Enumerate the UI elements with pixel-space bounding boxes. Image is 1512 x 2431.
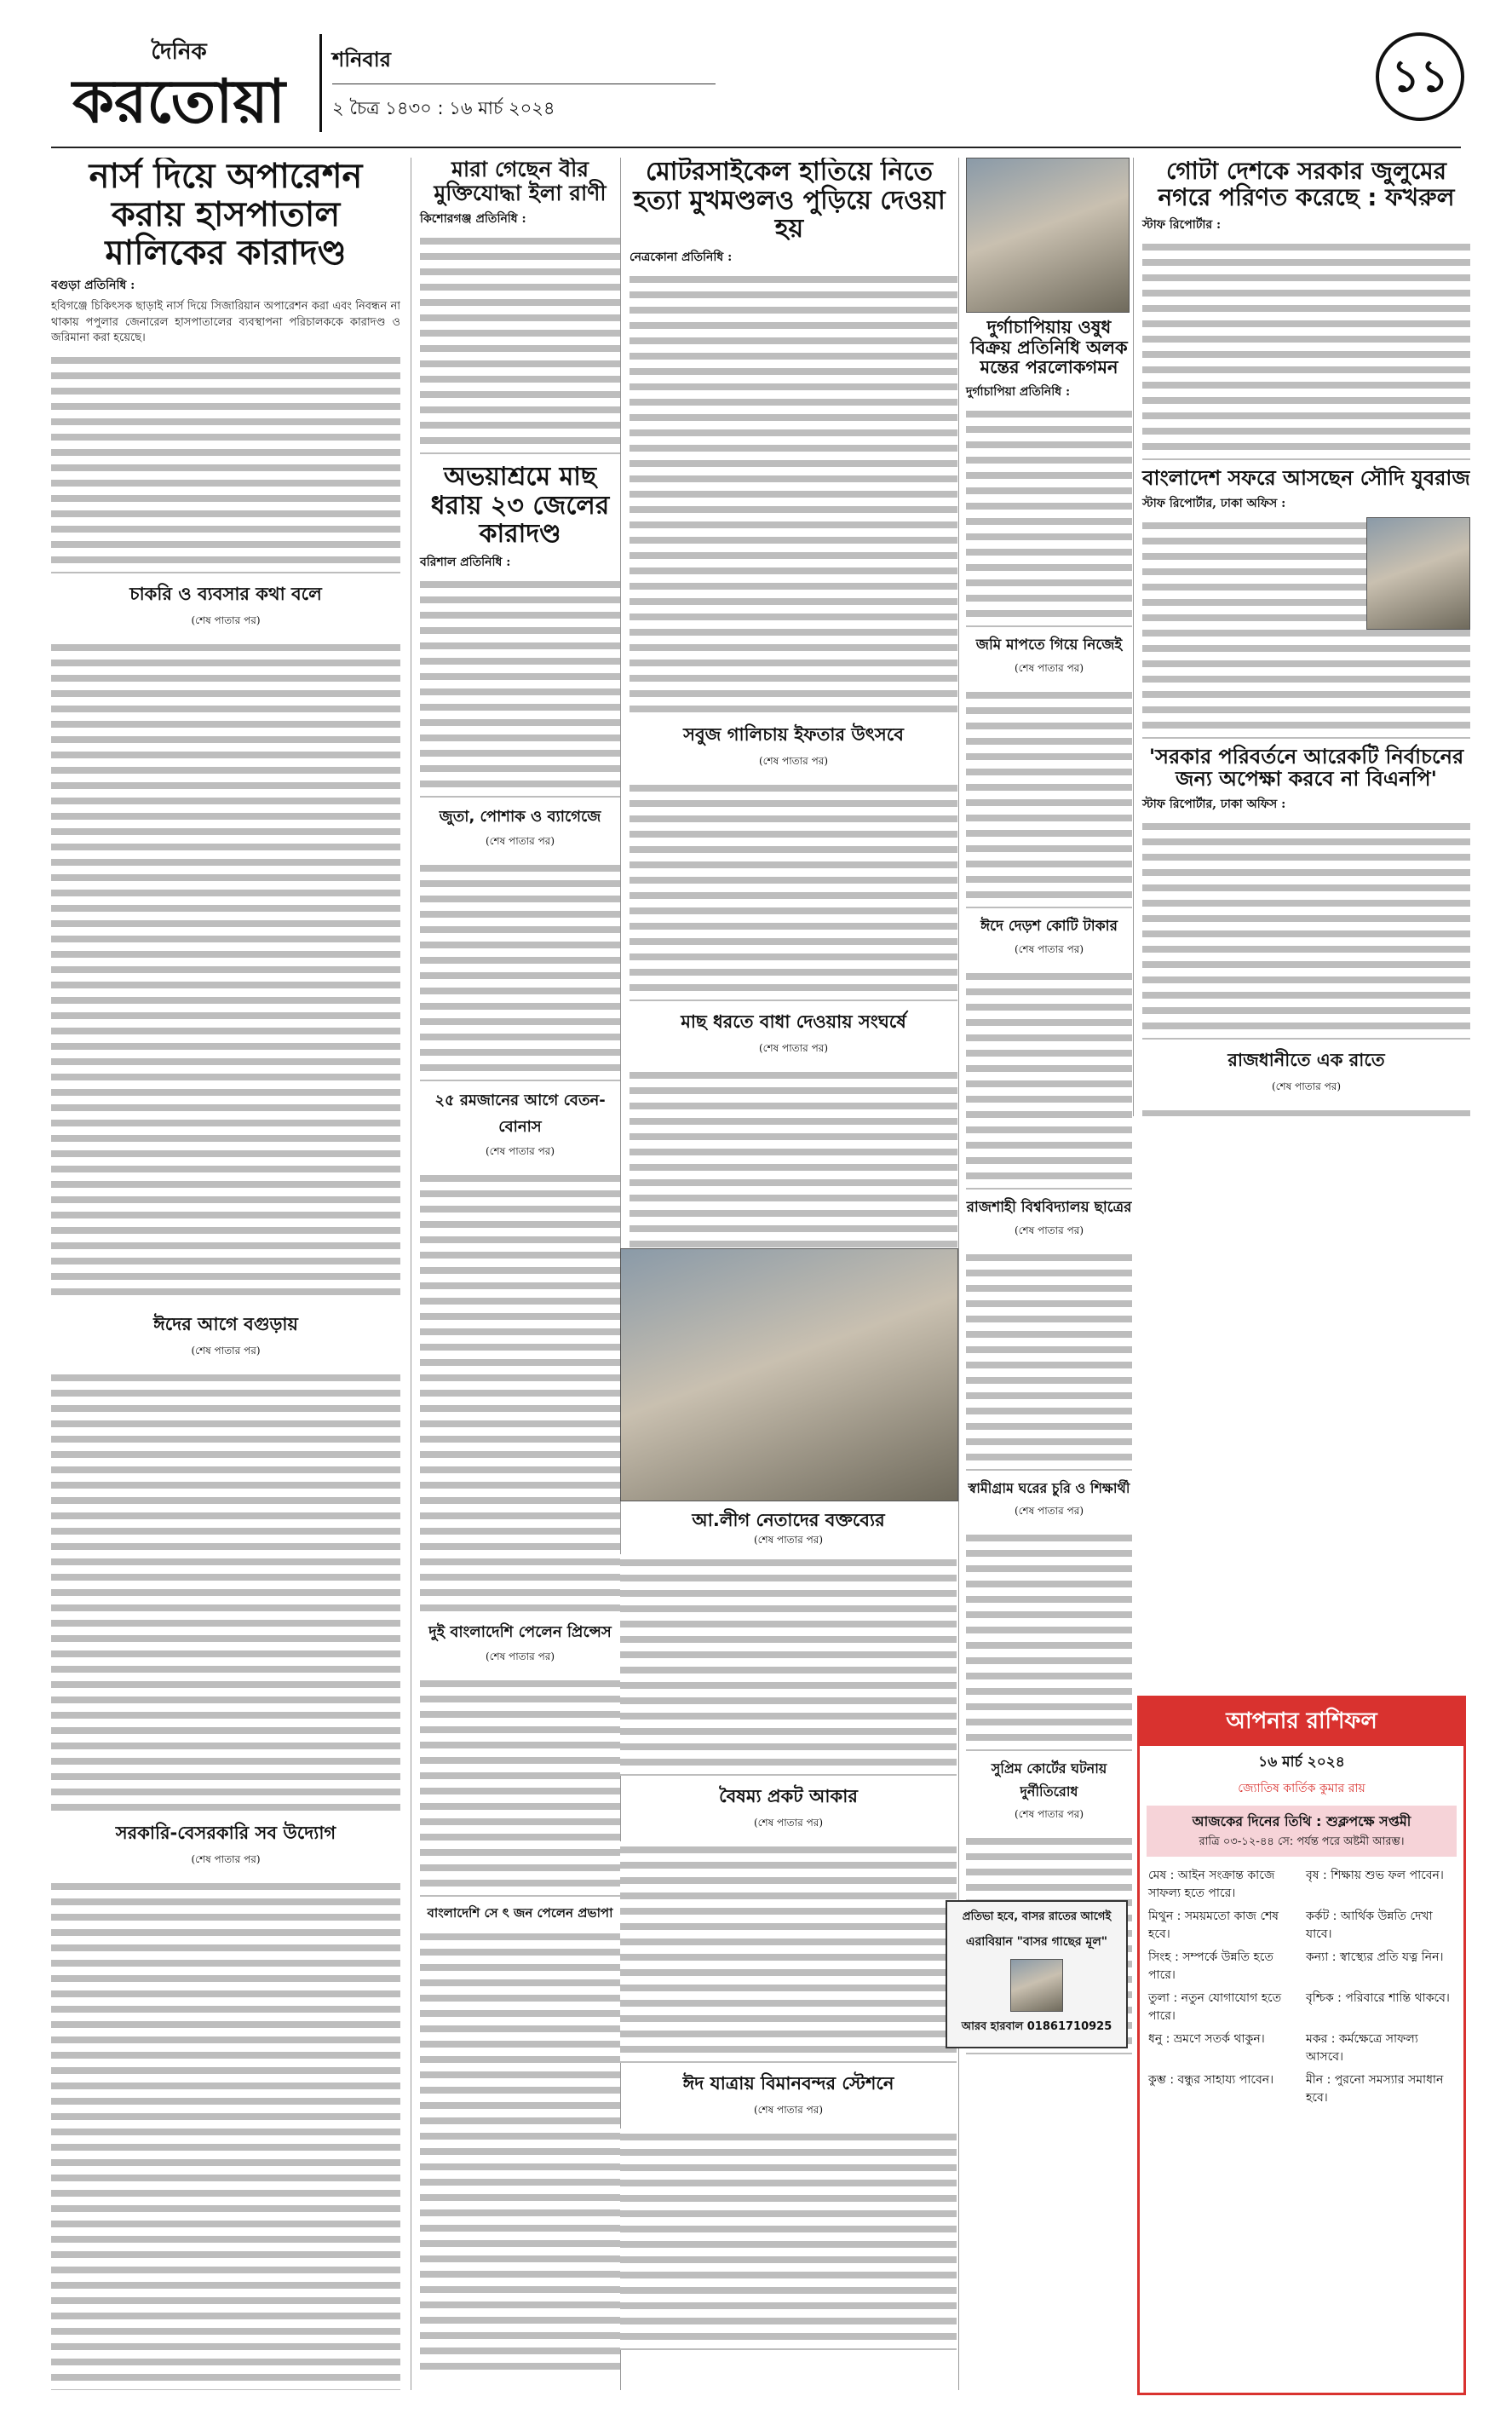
sign-pisces: মীন : পুরনো সমস্যার সমাধান হবে। xyxy=(1306,2073,1444,2105)
fish-block-cont: (শেষ পাতার পর) xyxy=(758,1041,829,1054)
tithi-banner xyxy=(1147,1806,1457,1857)
night-subhead: রাজধানীতে এক রাতে xyxy=(1227,1050,1385,1071)
drug-body xyxy=(966,406,1132,627)
sign-aries: মেষ : আইন সংক্রান্ত কাজে সাফল্য হতে পারে। xyxy=(1148,1869,1275,1900)
station-cont: (শেষ পাতার পর) xyxy=(753,2104,824,2116)
husband-body xyxy=(966,1529,1132,1751)
sign-cancer: কর্কট : আর্থিক উন্নতি দেখা যাবে। xyxy=(1306,1910,1433,1941)
crore-cont: (শেষ পাতার পর) xyxy=(1014,942,1084,955)
ad-line1: প্রতিভা হবে, বাসর রাতের আগেই xyxy=(962,1910,1112,1923)
column-right xyxy=(1133,158,1470,1116)
station-body xyxy=(620,2129,957,2350)
land-subhead: জমি মাপতে গিয়ে নিজেই xyxy=(975,636,1123,654)
eid-body xyxy=(51,1369,400,1812)
sign-sagittarius: ধনু : ভ্রমণে সতর্ক থাকুন। xyxy=(1148,2032,1265,2046)
crore-body xyxy=(966,968,1132,1190)
freedom-fighter-body xyxy=(420,233,620,454)
motorcycle-headline: মোটরসাইকেল হাতিয়ে নিতে হত্যা মুখমণ্ডলও পুড়িয়ে দেওয়া হয় xyxy=(633,158,946,245)
govt-subhead: সরকারি-বেসরকারি সব উদ্যোগ xyxy=(115,1822,336,1843)
university-subhead: রাজশাহী বিশ্ববিদ্যালয় ছাত্রের xyxy=(966,1198,1132,1216)
masthead xyxy=(51,26,1461,145)
land-body xyxy=(966,687,1132,908)
weekday: শনিবার xyxy=(332,48,391,72)
freedom-fighter-byline: কিশোরগঞ্জ প্রতিনিধি : xyxy=(420,212,526,226)
husband-subhead: স্বামীগ্রাম ঘরের চুরি ও শিক্ষার্থী xyxy=(968,1479,1130,1496)
supreme-subhead: সুপ্রিম কোর্টের ঘটনায় দুর্নীতিরোধ xyxy=(991,1760,1107,1800)
photo-caption: আ.লীগ নেতাদের বক্তব্যের xyxy=(692,1510,885,1530)
iftar-cont: (শেষ পাতার পর) xyxy=(758,754,829,767)
sign-virgo: কন্যা : স্বাস্থ্যের প্রতি যত্ন নিন। xyxy=(1306,1950,1444,1964)
jobs-subhead: চাকরি ও ব্যবসার কথা বলে xyxy=(129,583,322,604)
husband-cont: (শেষ পাতার পর) xyxy=(1014,1504,1084,1517)
salary-cont: (শেষ পাতার পর) xyxy=(485,1144,555,1157)
salary-body xyxy=(420,1170,620,1613)
inequality-body xyxy=(620,1841,957,2063)
freedom-fighter-headline: মারা গেছেন বীর মুক্তিযোদ্ধা ইলা রাণী xyxy=(434,158,607,205)
shoes-subhead: জুতা, পোশাক ও ব্যাগেজে xyxy=(439,807,601,826)
sign-leo: সিংহ : সম্পর্কে উন্নতি হতে পারে। xyxy=(1148,1950,1273,1982)
column-left xyxy=(51,158,400,2390)
fish-body xyxy=(420,576,620,798)
fish-headline: অভয়াশ্রমে মাছ ধরায় ২৩ জেলের কারাদণ্ড xyxy=(430,462,610,550)
govt-body xyxy=(51,1878,400,2390)
fakhrul-byline: স্টাফ রিপোর্টার : xyxy=(1142,217,1222,232)
paper-small-name: দৈনিক xyxy=(151,39,207,65)
bnp-byline: স্টাফ রিপোর্টার, ঢাকা অফিস : xyxy=(1142,798,1286,812)
princess-cont: (শেষ পাতার পর) xyxy=(485,1650,555,1662)
sign-capricorn: মকর : কর্মক্ষেত্রে সাফল্য আসবে। xyxy=(1306,2032,1418,2064)
nurse-lead: হবিগঞ্জে চিকিৎসক ছাড়াই নার্স দিয়ে সিজারিয়ান অপারেশন করা এবং নিবন্ধন না থাকায় পপুলার জেনারেল হাসপাতালের ব্যবস্থাপনা পরিচালককে কারাদণ্ড ও জরিমানা করা হয়েছে। xyxy=(51,300,400,345)
eid-cont: (শেষ পাতার পর) xyxy=(191,1344,261,1357)
supreme-cont: (শেষ পাতার পর) xyxy=(1014,1807,1084,1820)
fakhrul-headline: গোটা দেশকে সরকার জুলুমের নগরে পরিণত করেছে : ফখরুল xyxy=(1158,158,1455,212)
iftar-body xyxy=(630,780,957,1001)
crore-subhead: ঈদে দেড়শ কোটি টাকার xyxy=(980,917,1118,935)
page-number: ১১ xyxy=(1376,32,1464,121)
nurse-byline: বগুড়া প্রতিনিধি : xyxy=(51,279,135,293)
fish-byline: বরিশাল প্রতিনিধি : xyxy=(420,555,511,569)
eid-subhead: ঈদের আগে বগুড়ায় xyxy=(153,1313,298,1334)
photo-cont: (শেষ পাতার পর) xyxy=(753,1534,824,1546)
horoscope-signs xyxy=(1140,1864,1463,2111)
salary-subhead: ২৫ রমজানের আগে বেতন-বোনাস xyxy=(434,1091,606,1136)
jobs-cont: (শেষ পাতার পর) xyxy=(191,614,261,626)
shoes-cont: (শেষ পাতার পর) xyxy=(485,834,555,847)
nurse-headline: নার্স দিয়ে অপারেশন করায় হাসপাতাল মালিকের কারাদণ্ড xyxy=(89,158,363,273)
tithi-time: রাত্রি ০৩-১২-৪৪ সে: পর্যন্ত পরে অষ্টমী আরম্ভ। xyxy=(1199,1835,1405,1848)
photo-article-body xyxy=(620,1554,957,1776)
column-fourth xyxy=(958,158,1132,2390)
bnp-body xyxy=(1142,818,1470,1040)
sign-aquarius: কুম্ভ : বন্ধুর সাহায্য পাবেন। xyxy=(1148,2073,1274,2087)
column-second xyxy=(411,158,620,2390)
ad-product-image xyxy=(1010,1959,1063,2012)
herbal-ad xyxy=(946,1900,1128,2048)
iftar-subhead: সবুজ গালিচায় ইফতার উৎসবে xyxy=(683,723,904,745)
shoes-body xyxy=(420,860,620,1081)
motorcycle-body xyxy=(630,271,957,714)
news-photo-leaders xyxy=(620,1248,958,1501)
princess-body xyxy=(420,1675,620,1897)
issue-date: ২ চৈত্র ১৪৩০ : ১৬ মার্চ ২০২৪ xyxy=(332,84,716,124)
paper-logo xyxy=(51,34,307,136)
govt-cont: (শেষ পাতার পর) xyxy=(191,1852,261,1865)
tithi-label: আজকের দিনের তিথি : শুক্লপক্ষে সপ্তমী xyxy=(1192,1813,1411,1829)
bnp-headline: 'সরকার পরিবর্তনে আরেকটি নির্বাচনের জন্য অপেক্ষা করবে না বিএনপি' xyxy=(1148,744,1464,792)
night-body xyxy=(1142,1105,1470,1116)
sign-gemini: মিথুন : সময়মতো কাজ শেষ হবে। xyxy=(1148,1910,1279,1941)
crown-prince-photo xyxy=(1366,517,1470,630)
inequality-cont: (শেষ পাতার পর) xyxy=(753,1817,824,1829)
horoscope-box xyxy=(1137,1696,1466,2395)
motorcycle-byline: নেত্রকোনা প্রতিনিধি : xyxy=(630,250,733,264)
sign-scorpio: বৃশ্চিক : পরিবারে শান্তি থাকবে। xyxy=(1306,1991,1450,2005)
drug-headline: দুর্গাচাপিয়ায় ওষুধ বিক্রয় প্রতিনিধি অলক মন্তের পরলোকগমন xyxy=(970,317,1128,378)
land-cont: (শেষ পাতার পর) xyxy=(1014,661,1084,674)
saudi-byline: স্টাফ রিপোর্টার, ঢাকা অফিস : xyxy=(1142,496,1286,510)
paper-name: করতোয়া xyxy=(72,66,285,136)
ad-phone: আরব হারবাল 01861710925 xyxy=(961,2020,1112,2033)
portrait-photo xyxy=(966,158,1130,313)
jobs-body xyxy=(51,639,400,1304)
column-middle-lower xyxy=(620,1551,957,2390)
station-subhead: ঈদ যাত্রায় বিমানবন্দর স্টেশনে xyxy=(682,2073,894,2094)
saudi-headline: বাংলাদেশ সফরে আসছেন সৌদি যুবরাজ xyxy=(1142,465,1470,490)
fakhrul-body xyxy=(1142,239,1470,460)
fish-block-subhead: মাছ ধরতে বাধা দেওয়ায় সংঘর্ষে xyxy=(681,1011,906,1032)
night-cont: (শেষ পাতার পর) xyxy=(1271,1080,1342,1093)
horoscope-title: আপনার রাশিফল xyxy=(1140,1698,1463,1746)
inequality-subhead: বৈষম্য প্রকট আকার xyxy=(719,1786,858,1806)
sign-libra: তুলা : নতুন যোগাযোগ হতে পারে। xyxy=(1148,1991,1282,2023)
nurse-body xyxy=(51,352,400,573)
ad-line2: এরাবিয়ান "বাসর গাছের মূল" xyxy=(965,1935,1108,1949)
drug-byline: দুর্গাচাপিয়া প্রতিনিধি : xyxy=(966,384,1071,399)
university-cont: (শেষ পাতার পর) xyxy=(1014,1224,1084,1236)
princess-body-2 xyxy=(420,1928,620,2371)
princess-sub2: বাংলাদেশি সে ৎ জন পেলেন প্রভাপা xyxy=(427,1904,613,1921)
horoscope-author: জ্যোতিষ কার্তিক কুমার রায় xyxy=(1238,1782,1365,1795)
university-body xyxy=(966,1249,1132,1471)
horoscope-date: ১৬ মার্চ ২০২৪ xyxy=(1258,1754,1345,1771)
sign-taurus: বৃষ : শিক্ষায় শুভ ফল পাবেন। xyxy=(1306,1869,1444,1882)
princess-subhead: দুই বাংলাদেশি পেলেন প্রিন্সেস xyxy=(428,1622,612,1641)
